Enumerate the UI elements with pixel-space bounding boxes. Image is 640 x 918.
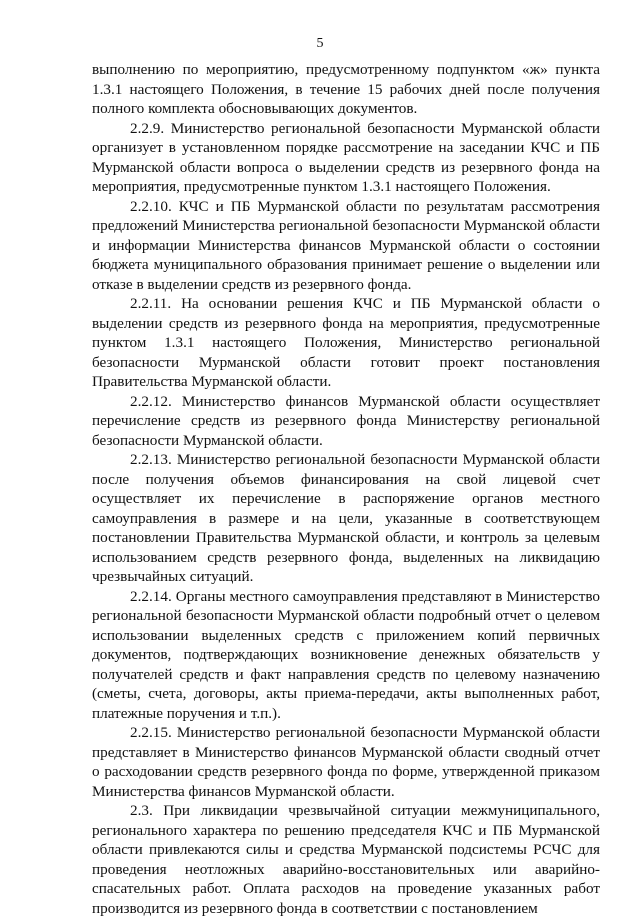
paragraph-2-2-10: 2.2.10. КЧС и ПБ Мурманской области по результатам рассмотрения предложений Министерства региональной безопасности Мурманской области и информации Министерства финансов Мурманской области о состоянии бюджета муниципального образования принимает решение о выделении или отказе в выделении средств из резервного фонда. <box>92 197 600 293</box>
paragraph-continuation: выполнению по мероприятию, предусмотренному подпунктом «ж» пункта 1.3.1 настоящего Положения, в течение 15 рабочих дней после получения полного комплекта обосновывающих документов. <box>92 61 600 117</box>
paragraph-2-2-14: 2.2.14. Органы местного самоуправления представляют в Министерство региональной безопасности Мурманской области подробный отчет о целевом использовании выделенных средств с приложением копий первичных документов, подтверждающих возникновение денежных обязательств у получателей средств и факт направления средств по целевому назначению (сметы, счета, договоры, акты приема-передачи, акты выполненных работ, платежные поручения и т.п.). <box>92 587 600 722</box>
paragraph-2-2-13: 2.2.13. Министерство региональной безопасности Мурманской области после получения объемов финансирования на свой лицевой счет осуществляет их перечисление в распоряжение органов местного самоуправления в размере и на цели, указанные в соответствующем постановлении Правительства Мурманской области, и контроль за целевым использованием средств резервного фонда, выделенных на ликвидацию чрезвычайных ситуаций. <box>92 451 600 585</box>
paragraph-2-2-12: 2.2.12. Министерство финансов Мурманской области осуществляет перечисление средств из резервного фонда Министерству региональной безопасности Мурманской области. <box>92 392 600 449</box>
paragraph-2-2-15: 2.2.15. Министерство региональной безопасности Мурманской области представляет в Министерство финансов Мурманской области сводный отчет о расходовании средств резервного фонда по форме, утвержденной приказом Министерства финансов Мурманской области. <box>92 724 600 800</box>
paragraph-2-2-11: 2.2.11. На основании решения КЧС и ПБ Мурманской области о выделении средств из резервного фонда на мероприятия, предусмотренные пунктом 1.3.1 настоящего Положения, Министерство региональной безопасности Мурманской области готовит проект постановления Правительства Мурманской области. <box>92 295 600 390</box>
paragraph-2-3: 2.3. При ликвидации чрезвычайной ситуации межмуниципального, регионального характера по решению председателя КЧС и ПБ Мурманской области привлекаются силы и средства Мурманской подсистемы РСЧС для проведения неотложных аварийно-восстановительных или аварийно-спасательных работ. Оплата расходов на проведение указанных работ производится из резервного фонда в соответствии с постановлением <box>92 802 600 917</box>
document-body <box>92 60 600 918</box>
page-number: 5 <box>316 36 324 51</box>
paragraph-2-2-9: 2.2.9. Министерство региональной безопасности Мурманской области организует в установленном порядке рассмотрение на заседании КЧС и ПБ Мурманской области вопроса о выделении средств из резервного фонда на мероприятия, предусмотренные пунктом 1.3.1 настоящего Положения. <box>92 119 600 195</box>
